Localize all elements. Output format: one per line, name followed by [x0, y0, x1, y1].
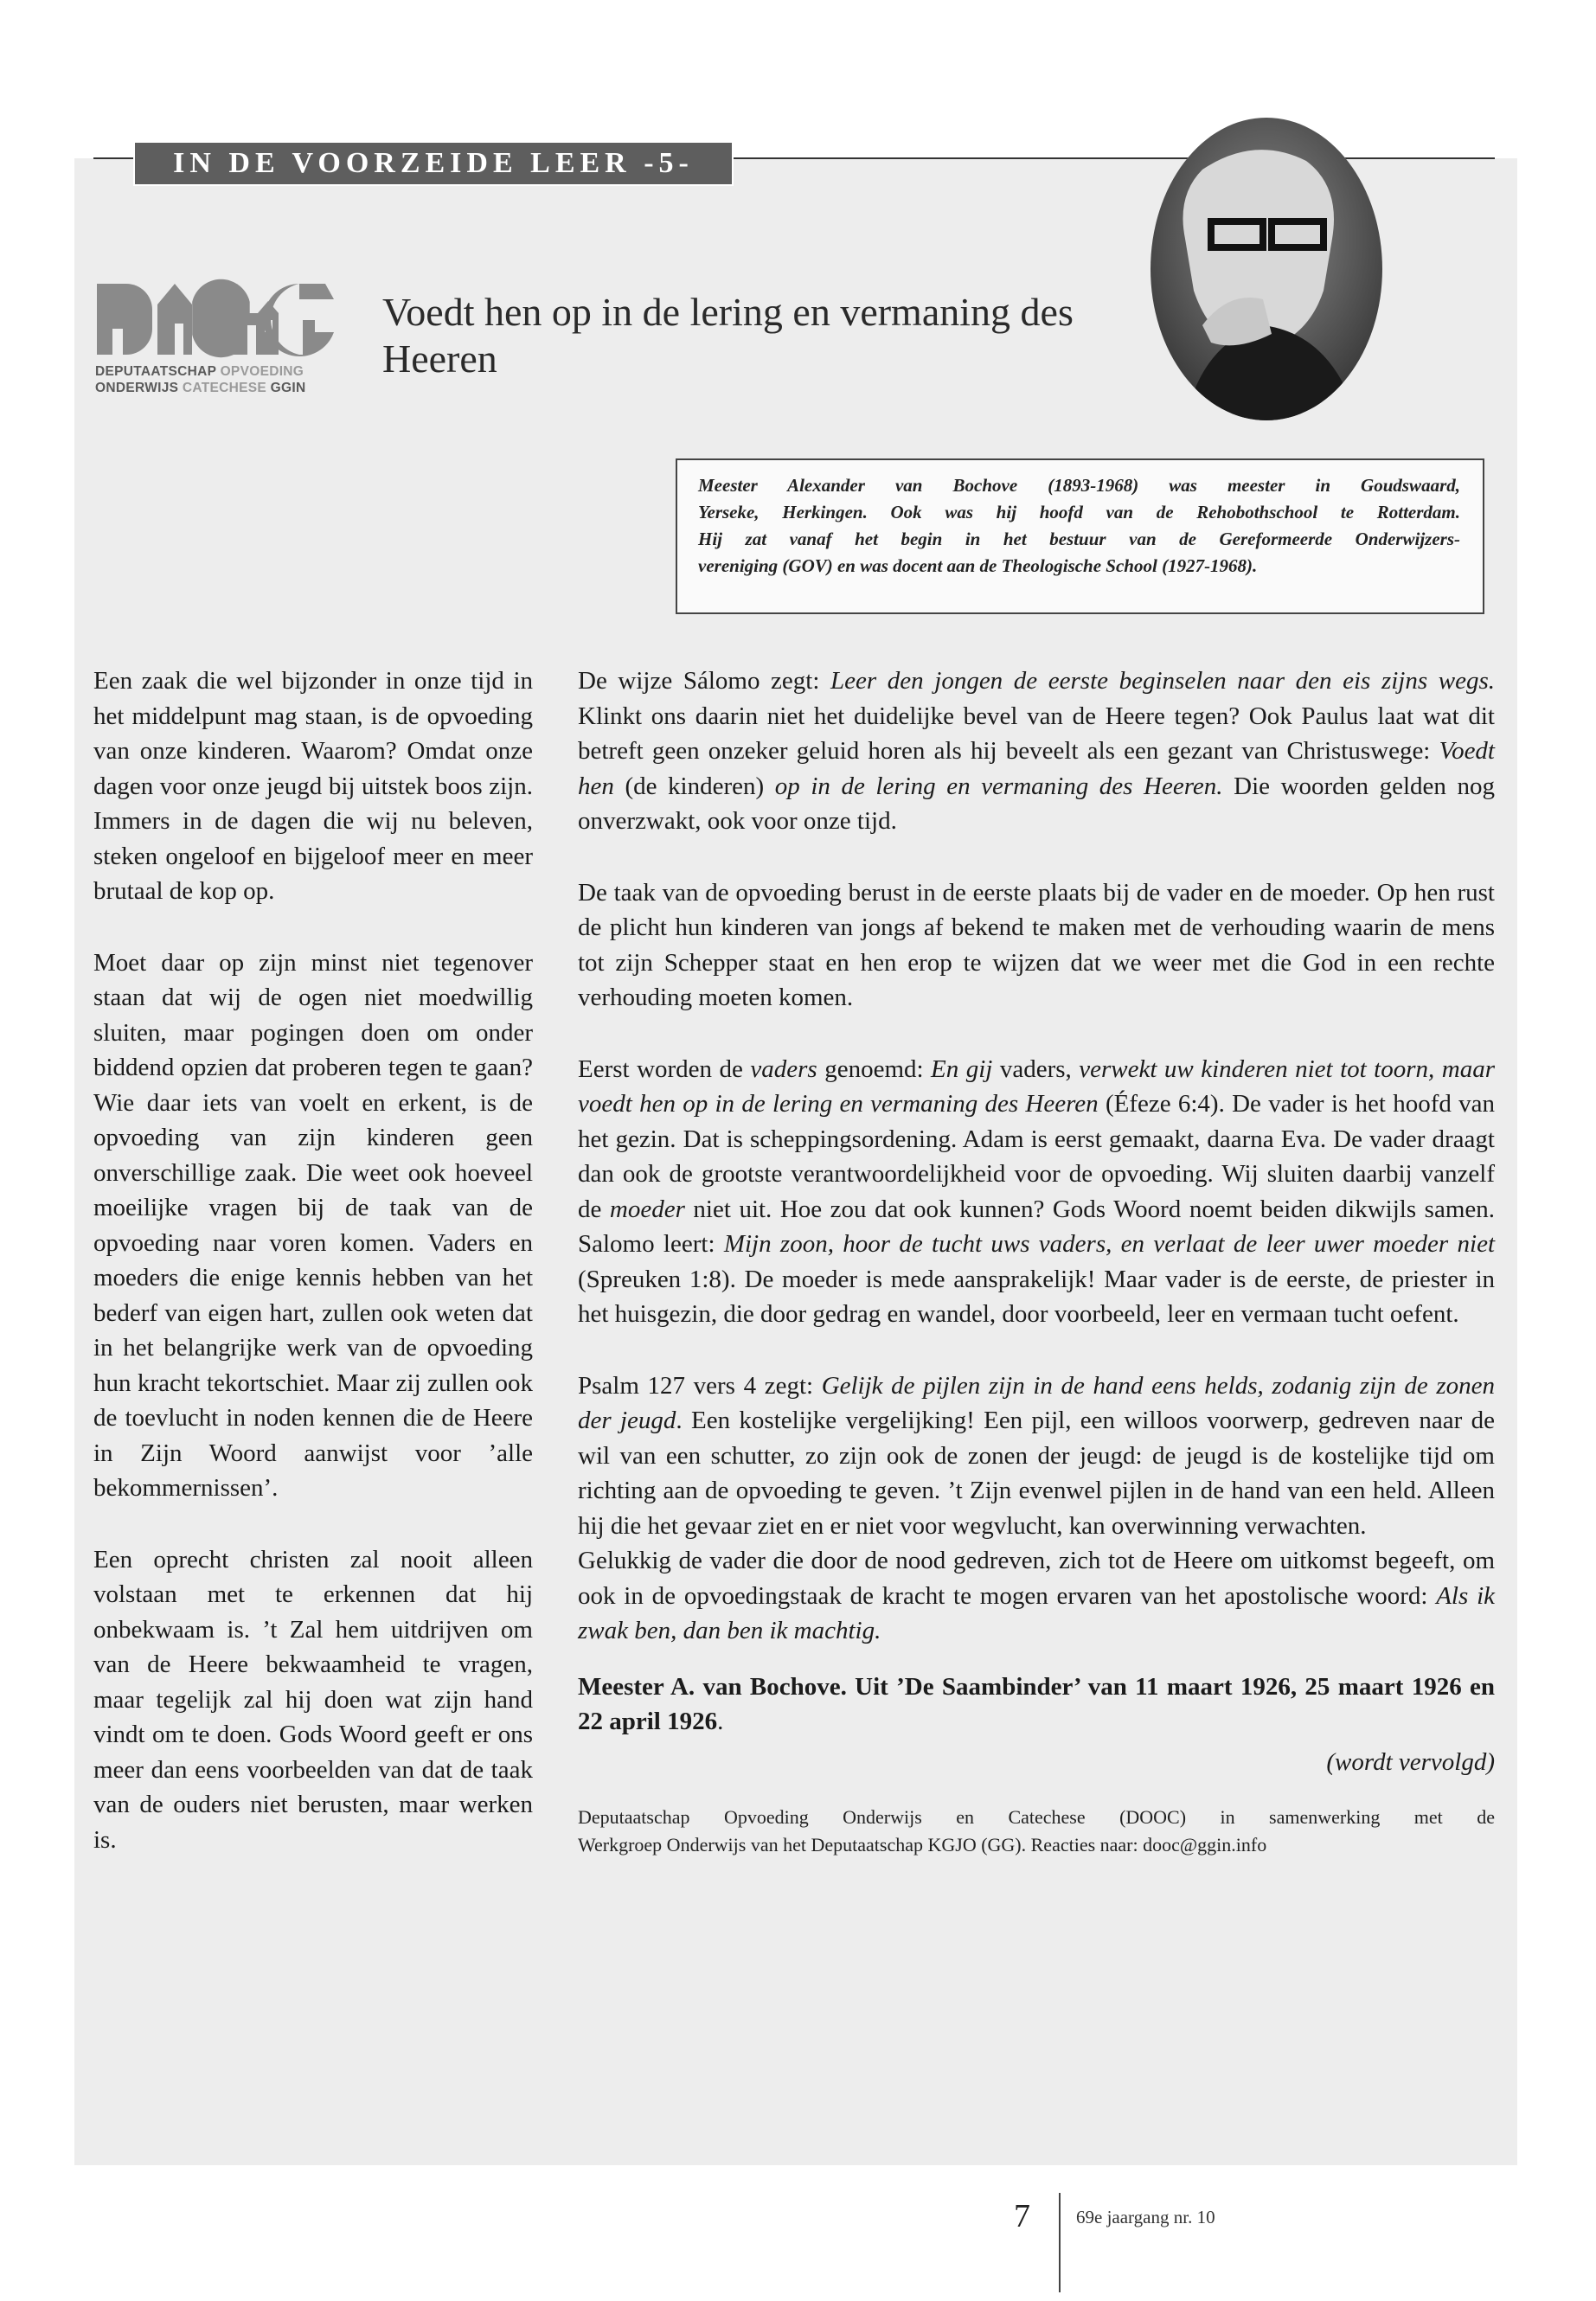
right-column	[578, 663, 1495, 1859]
series-banner: IN DE VOORZEIDE LEER -5-	[133, 141, 734, 186]
italic-quote: Voedt hen	[578, 737, 1495, 800]
caption-line: vereniging (GOV) en was docent aan de Theologische School (1927-1968).	[698, 555, 1258, 576]
italic-quote: op in de lering en vermaning des Heeren.	[774, 772, 1223, 800]
text-run: (Spreuken 1:8). De moeder is mede aansprakelijk! Maar vader is de eerste, de priester in het huisgezin, die door gedrag en wandel, door voorbeeld, leer en vermaan tucht oefent.	[578, 1265, 1495, 1328]
text-run: Klinkt ons daarin niet het duidelijke bevel van de Heere tegen? Ook Paulus laat wat dit betreft geen onzeker geluid horen als hij beveelt als een gezant van Christuswege:	[578, 702, 1495, 765]
text-run: (de kinderen)	[613, 772, 775, 800]
page-number: 7	[1014, 2198, 1030, 2234]
italic-quote: moeder	[609, 1195, 685, 1223]
text-run: De wijze Sálomo zegt:	[578, 667, 831, 695]
italic-quote: Mijn zoon, hoor de tucht uws vaders, en verlaat de leer uwer moeder niet	[723, 1230, 1496, 1258]
logo-wordmark: DEPUTAATSCHAP OPVOEDING ONDERWIJS CATECHESE GGIN	[95, 364, 306, 395]
text-run: Die woorden gelden nog onverzwakt, ook voor onze tijd.	[578, 772, 1495, 835]
left-column	[93, 663, 533, 1894]
text-run: . Een kostelijke vergelijking! Een pijl, een willoos voorwerp, gedreven naar de wil van een schutter, zo zijn ook de zonen der jeugd: de jeugd is de kostelijke tijd om richting aan de opvoeding te geven. ’t Zijn evenwel pijlen in de hand van een held. Alleen hij die het gevaar ziet en er niet voor wegvlucht, kan overwinning verwachten.	[578, 1407, 1495, 1540]
text-run: niet uit. Hoe zou dat ook kunnen? Gods Woord noemt beiden dikwijls samen. Salomo leert:	[578, 1195, 1495, 1258]
footer-divider	[1059, 2193, 1061, 2292]
author-signature: Meester A. van Bochove. Uit ’De Saambinder’ van 11 maart 1926, 25 maart 1926 en 22 april 1926.	[578, 1672, 1495, 1735]
caption-line: Meester Alexander van Bochove (1893-1968) was meester in Goudswaard,	[698, 475, 1460, 496]
text-run: De taak van de opvoeding berust in de eerste plaats bij de vader en de moeder. Op hen rust de plicht hun kinderen van jongs af bekend te maken met de verhouding waarin de mens tot zijn Schepper staat en hen erop te wijzen dat we weer met die God in een rechte verhouding moeten komen.	[578, 878, 1495, 1011]
continued-note: (wordt vervolgd)	[1326, 1747, 1495, 1776]
italic-quote: vaders	[750, 1054, 817, 1083]
paragraph: Een oprecht christen zal nooit alleen volstaan met te erkennen dat hij onbekwaam is. ’t Zal hem uitdrijven om van de Heere bekwaamheid te vragen, maar tegelijk zal hij doen wat zijn hand vindt om te doen. Gods Woord geeft er ons meer dan eens voorbeelden van dat de taak van de ouders niet berusten, maar werken is.	[93, 1545, 533, 1854]
paragraph	[578, 1543, 1495, 1649]
paragraph: Moet daar op zijn minst niet tegenover staan dat wij de ogen niet moedwillig sluiten, maar pogingen doen om onder biddend opzien dat proberen tegen te gaan? Wie daar iets van voelt en erkent, is de opvoeding van zijn kinderen geen onverschillige zaak. Die weet ook hoeveel moeilijke vragen bij de taak van de opvoeding naar voren komen. Vaders en moeders die enige kennis hebben van het bederf van eigen hart, zullen ook weten dat in het belangrijke werk van de opvoeding hun kracht tekortschiet. Maar zij zullen ook de toevlucht in noden kennen die de Heere in Zijn Woord aanwijst voor ’alle bekommernissen’.	[93, 948, 533, 1502]
text-run: Gelukkig de vader die door de nood gedreven, zich tot de Heere om uitkomst begeeft, om ook in de opvoedingstaak de kracht te mogen ervaren van het apostolische woord:	[578, 1547, 1495, 1610]
author-caption	[676, 458, 1484, 614]
italic-quote: Als ik zwak ben, dan ben ik machtig.	[578, 1581, 1495, 1644]
italic-quote: verwekt uw kinderen niet tot toorn, maar voedt hen op in de lering en vermaning des Heeren	[578, 1054, 1495, 1118]
text-run: (Éfeze 6:4). De vader is het hoofd van het gezin. Dat is scheppingsordening. Adam is eerst gemaakt, daarna Eva. De vader draagt dan ook de grootste verantwoordelijkheid voor de opvoeding. Wij sluiten daarbij vanzelf de	[578, 1090, 1495, 1223]
paragraph	[578, 1052, 1495, 1332]
text-run: Eerst worden de	[578, 1054, 751, 1083]
paragraph	[578, 663, 1495, 839]
caption-line: Yerseke, Herkingen. Ook was hij hoofd van de Rehobothschool te Rotterdam.	[698, 502, 1460, 522]
author-portrait	[1151, 118, 1382, 420]
footnote: Deputaatschap Opvoeding Onderwijs en Catechese (DOOC) in samenwerking met de Werkgroep Onderwijs van het Deputaatschap KGJO (GG). Reacties naar: dooc@ggin.info	[578, 1806, 1495, 1856]
paragraph	[578, 875, 1495, 1016]
paragraph: Een zaak die wel bijzonder in onze tijd in het middelpunt mag staan, is de opvoeding van onze kinderen. Waarom? Omdat onze dagen voor onze jeugd bij uitstek boos zijn. Immers in de dagen die wij nu beleven, steken ongeloof en bijgeloof meer en meer brutaal de kop op.	[93, 667, 533, 905]
italic-quote: Leer den jongen de eerste beginselen naar den eis zijns wegs.	[830, 667, 1495, 695]
italic-quote: En gij	[931, 1054, 993, 1083]
paragraph	[578, 1368, 1495, 1544]
caption-line: Hij zat vanaf het begin in het bestuur van de Gereformeerde Onderwijzers-	[698, 529, 1460, 549]
article-title: Voedt hen op in de lering en vermaning des Heeren	[382, 290, 1074, 381]
text-run: vaders,	[992, 1054, 1080, 1083]
text-run: genoemd:	[817, 1054, 932, 1083]
italic-quote: Gelijk de pijlen zijn in de hand eens helds, zodanig zijn de zonen der jeugd	[578, 1371, 1495, 1434]
issue-info: 69e jaargang nr. 10	[1076, 2207, 1215, 2227]
text-run: Psalm 127 vers 4 zegt:	[578, 1371, 822, 1400]
